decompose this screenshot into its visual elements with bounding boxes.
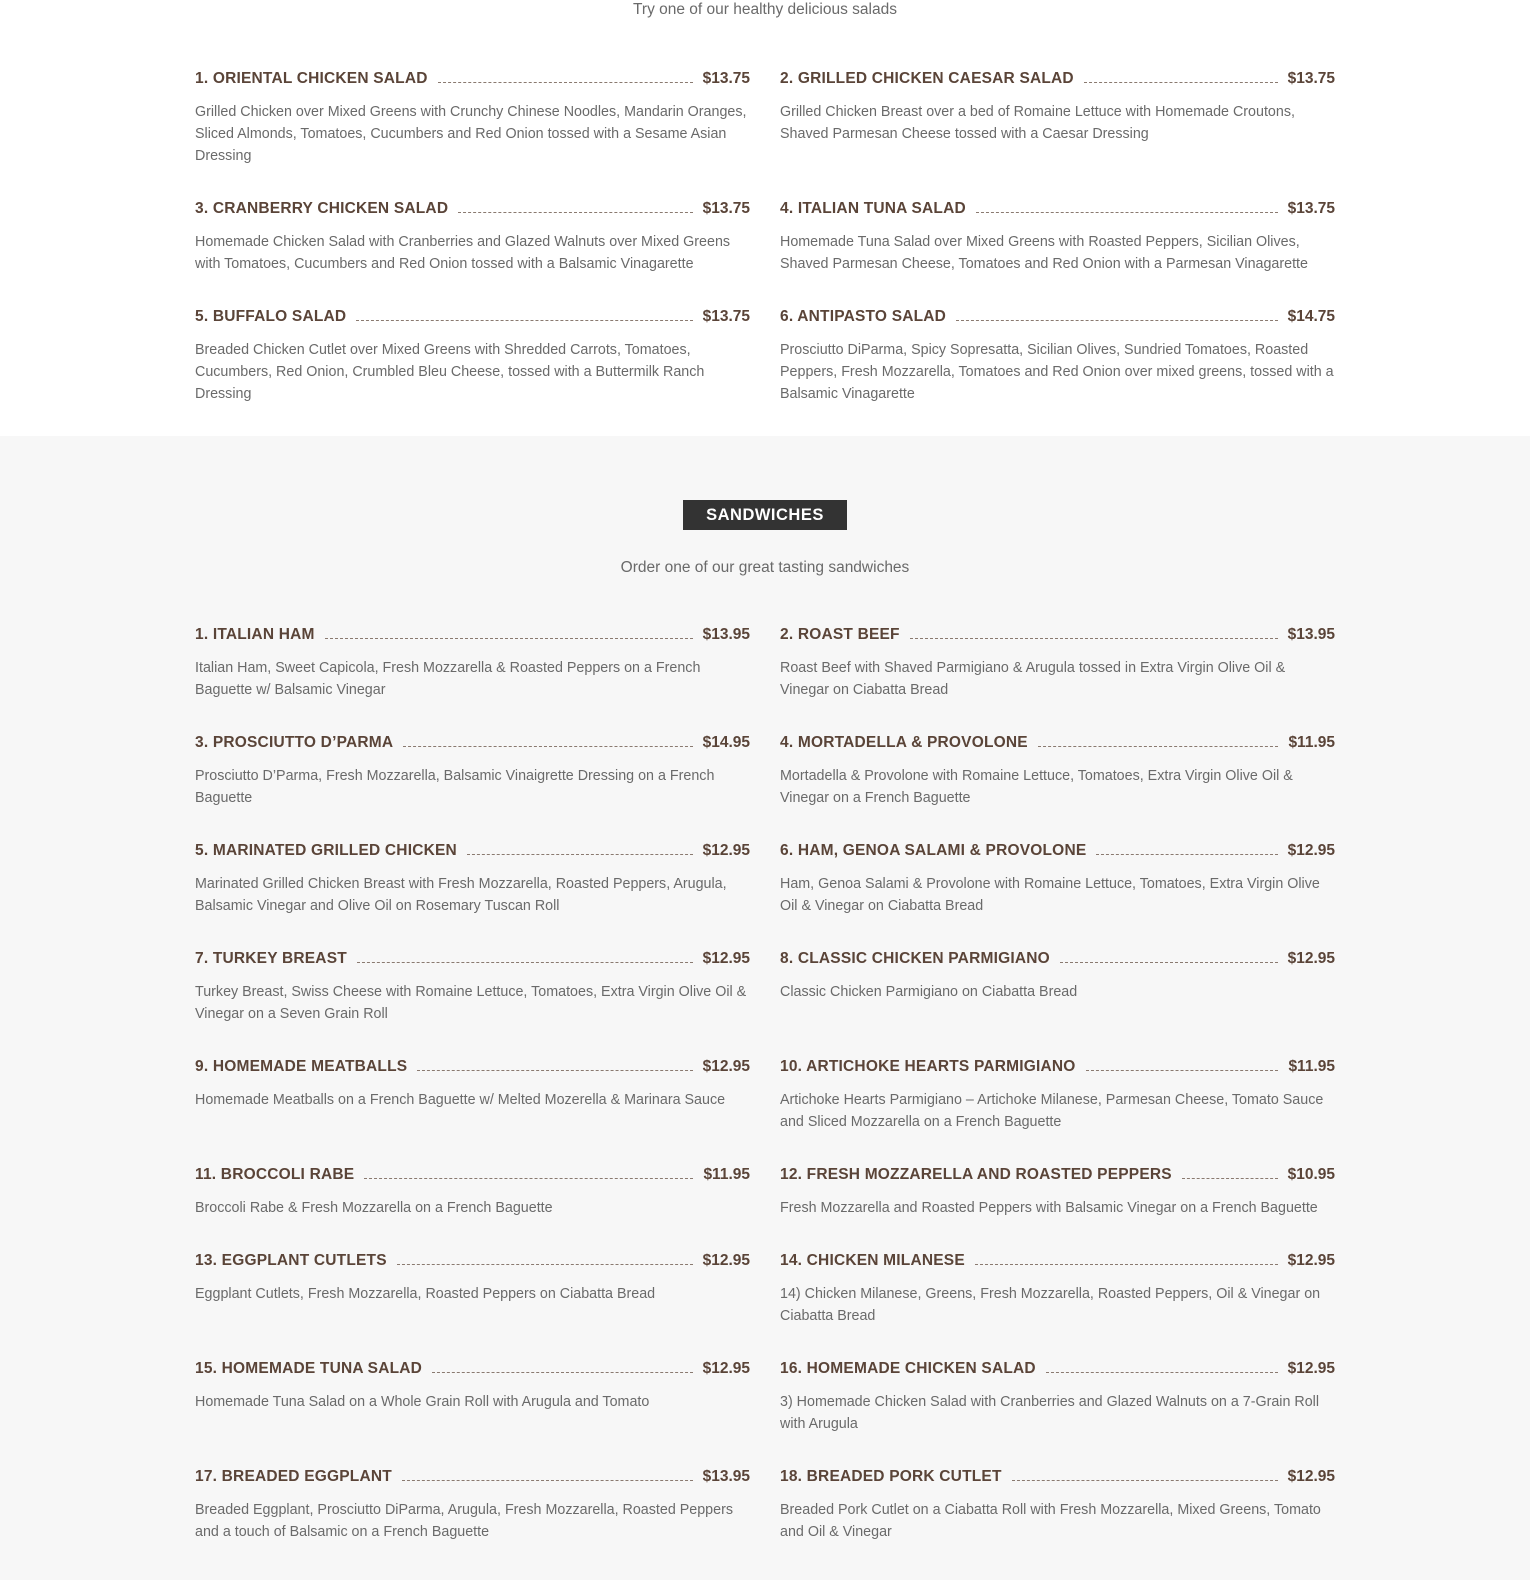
item-name: 3. PROSCIUTTO D’PARMA [195,734,394,751]
item-price: $13.95 [702,626,750,643]
item-name: 14. CHICKEN MILANESE [780,1252,965,1269]
item-name: 5. MARINATED GRILLED CHICKEN [195,842,457,859]
item-name: 8. CLASSIC CHICKEN PARMIGIANO [780,950,1050,967]
item-description: Broccoli Rabe & Fresh Mozzarella on a French Baguette [195,1200,553,1216]
item-name: 4. ITALIAN TUNA SALAD [780,200,966,217]
item-description: 14) Chicken Milanese, Greens, Fresh Mozzarella, Roasted Peppers, Oil & Vinegar on Ciabatta Bread [780,1286,1321,1324]
dotted-leader [438,82,693,83]
dotted-leader [1046,1372,1278,1373]
menu-item [780,306,1335,414]
salads-subtitle: Try one of our healthy delicious salads [633,1,897,18]
item-name: 2. GRILLED CHICKEN CAESAR SALAD [780,70,1074,87]
dotted-leader [357,962,693,963]
menu-item [195,948,750,1056]
item-price: $12.95 [702,1252,750,1269]
item-description: Breaded Chicken Cutlet over Mixed Greens with Shredded Carrots, Tomatoes, Cucumbers, Red Onion, Crumbled Bleu Cheese, tossed with a Buttermilk Ranch Dressing [195,342,705,402]
item-description: Turkey Breast, Swiss Cheese with Romaine Lettuce, Tomatoes, Extra Virgin Olive Oil & Vinegar on a Seven Grain Roll [195,984,747,1022]
menu-item [195,1250,750,1358]
item-description: Ham, Genoa Salami & Provolone with Romaine Lettuce, Tomatoes, Extra Virgin Olive Oil & Vinegar on Ciabatta Bread [780,876,1320,914]
menu-item [780,198,1335,306]
dotted-leader [956,320,1278,321]
dotted-leader [356,320,692,321]
item-price: $11.95 [703,1166,750,1183]
menu-item [780,1164,1335,1250]
dotted-leader [976,212,1278,213]
item-price: $14.75 [1287,308,1335,325]
item-price: $13.75 [1287,70,1335,87]
item-name: 18. BREADED PORK CUTLET [780,1468,1002,1485]
item-price: $12.95 [1287,1468,1335,1485]
menu-item [195,732,750,840]
menu-item [780,624,1335,732]
item-description: Artichoke Hearts Parmigiano – Artichoke Milanese, Parmesan Cheese, Tomato Sauce and Sliced Mozzarella on a French Baguette [780,1092,1324,1130]
menu-item [195,1056,750,1164]
item-price: $12.95 [1287,950,1335,967]
dotted-leader [910,638,1278,639]
sandwiches-menu-grid [195,624,1335,1574]
item-price: $12.95 [702,842,750,859]
sandwiches-section [0,436,1530,1580]
item-price: $12.95 [702,1058,750,1075]
menu-item [780,1250,1335,1358]
item-name: 5. BUFFALO SALAD [195,308,347,325]
item-name: 16. HOMEMADE CHICKEN SALAD [780,1360,1036,1377]
item-name: 4. MORTADELLA & PROVOLONE [780,734,1028,751]
dotted-leader [1012,1480,1278,1481]
menu-item [780,1056,1335,1164]
item-description: Prosciutto D’Parma, Fresh Mozzarella, Balsamic Vinaigrette Dressing on a French Baguette [195,768,715,806]
salads-section [0,0,1530,436]
item-description: Eggplant Cutlets, Fresh Mozzarella, Roasted Peppers on Ciabatta Bread [195,1286,656,1302]
item-price: $11.95 [1288,1058,1335,1075]
menu-item [780,1358,1335,1466]
item-price: $13.75 [1287,200,1335,217]
item-price: $14.95 [702,734,750,751]
menu-item [195,198,750,306]
item-description: Homemade Meatballs on a French Baguette w/ Melted Mozerella & Marinara Sauce [195,1092,726,1108]
item-price: $10.95 [1287,1166,1335,1183]
menu-item [195,1358,750,1466]
item-name: 6. HAM, GENOA SALAMI & PROVOLONE [780,842,1087,859]
item-name: 2. ROAST BEEF [780,626,900,643]
dotted-leader [1060,962,1278,963]
item-name: 11. BROCCOLI RABE [195,1166,355,1183]
item-name: 7. TURKEY BREAST [195,950,347,967]
item-description: Breaded Pork Cutlet on a Ciabatta Roll with Fresh Mozzarella, Mixed Greens, Tomato and Oil & Vinegar [780,1502,1321,1540]
sandwiches-subtitle: Order one of our great tasting sandwiches [620,559,910,576]
item-name: 9. HOMEMADE MEATBALLS [195,1058,408,1075]
menu-item [195,1164,750,1250]
dotted-leader [402,1480,693,1481]
dotted-leader [1084,82,1278,83]
item-name: 6. ANTIPASTO SALAD [780,308,947,325]
item-name: 13. EGGPLANT CUTLETS [195,1252,387,1269]
dotted-leader [1086,1070,1279,1071]
item-description: Classic Chicken Parmigiano on Ciabatta Bread [780,984,1078,1000]
dotted-leader [1182,1178,1278,1179]
salads-menu-grid [195,68,1335,414]
dotted-leader [364,1178,693,1179]
menu-item [780,948,1335,1056]
item-price: $12.95 [1287,1252,1335,1269]
dotted-leader [403,746,692,747]
item-price: $11.95 [1288,734,1335,751]
dotted-leader [397,1264,693,1265]
item-price: $12.95 [702,1360,750,1377]
item-description: Mortadella & Provolone with Romaine Lettuce, Tomatoes, Extra Virgin Olive Oil & Vinegar on a French Baguette [780,768,1293,806]
menu-item [195,624,750,732]
dotted-leader [975,1264,1278,1265]
item-description: Grilled Chicken over Mixed Greens with Crunchy Chinese Noodles, Mandarin Oranges, Sliced Almonds, Tomatoes, Cucumbers and Red Onion tossed with a Sesame Asian Dressing [195,104,747,164]
item-description: Italian Ham, Sweet Capicola, Fresh Mozzarella & Roasted Peppers on a French Baguette w/ Balsamic Vinegar [195,660,701,698]
item-price: $13.75 [702,308,750,325]
dotted-leader [458,212,692,213]
item-description: Prosciutto DiParma, Spicy Sopresatta, Sicilian Olives, Sundried Tomatoes, Roasted Peppers, Fresh Mozzarella, Tomatoes and Red Onion over mixed greens, tossed with a Balsamic Vinagarette [780,342,1334,402]
dotted-leader [1096,854,1277,855]
item-description: Homemade Chicken Salad with Cranberries and Glazed Walnuts over Mixed Greens with Tomatoes, Cucumbers and Red Onion tossed with a Balsamic Vinagarette [195,234,731,272]
menu-item [195,1466,750,1574]
menu-item [780,840,1335,948]
item-name: 12. FRESH MOZZARELLA AND ROASTED PEPPERS [780,1166,1172,1183]
item-name: 1. ORIENTAL CHICKEN SALAD [195,70,428,87]
item-name: 10. ARTICHOKE HEARTS PARMIGIANO [780,1058,1076,1075]
dotted-leader [432,1372,693,1373]
dotted-leader [467,854,693,855]
item-name: 17. BREADED EGGPLANT [195,1468,392,1485]
menu-item [195,840,750,948]
item-description: Marinated Grilled Chicken Breast with Fresh Mozzarella, Roasted Peppers, Arugula, Balsamic Vinegar and Olive Oil on Rosemary Tuscan Roll [195,876,727,914]
menu-item [195,306,750,414]
item-price: $13.75 [702,200,750,217]
menu-item [780,1466,1335,1574]
menu-item [780,732,1335,840]
item-price: $13.95 [1287,626,1335,643]
item-name: 1. ITALIAN HAM [195,626,315,643]
item-name: 15. HOMEMADE TUNA SALAD [195,1360,423,1377]
item-description: Homemade Tuna Salad on a Whole Grain Roll with Arugula and Tomato [195,1394,650,1410]
item-price: $13.75 [702,70,750,87]
menu-item [195,68,750,198]
item-price: $12.95 [702,950,750,967]
item-description: Homemade Tuna Salad over Mixed Greens with Roasted Peppers, Sicilian Olives, Shaved Parmesan Cheese, Tomatoes and Red Onion with a Parmesan Vinagarette [780,234,1308,272]
menu-item [780,68,1335,198]
item-name: 3. CRANBERRY CHICKEN SALAD [195,200,449,217]
item-description: Fresh Mozzarella and Roasted Peppers with Balsamic Vinegar on a French Baguette [780,1200,1318,1216]
item-description: 3) Homemade Chicken Salad with Cranberries and Glazed Walnuts on a 7-Grain Roll with Arugula [780,1394,1320,1432]
dotted-leader [417,1070,692,1071]
sandwiches-heading: SANDWICHES [683,500,847,530]
item-price: $12.95 [1287,842,1335,859]
dotted-leader [325,638,693,639]
item-description: Breaded Eggplant, Prosciutto DiParma, Arugula, Fresh Mozzarella, Roasted Peppers and a touch of Balsamic on a French Baguette [195,1502,733,1540]
item-description: Roast Beef with Shaved Parmigiano & Arugula tossed in Extra Virgin Olive Oil & Vinegar on Ciabatta Bread [780,660,1286,698]
item-description: Grilled Chicken Breast over a bed of Romaine Lettuce with Homemade Croutons, Shaved Parmesan Cheese tossed with a Caesar Dressing [780,104,1295,142]
item-price: $12.95 [1287,1360,1335,1377]
item-price: $13.95 [702,1468,750,1485]
dotted-leader [1038,746,1279,747]
